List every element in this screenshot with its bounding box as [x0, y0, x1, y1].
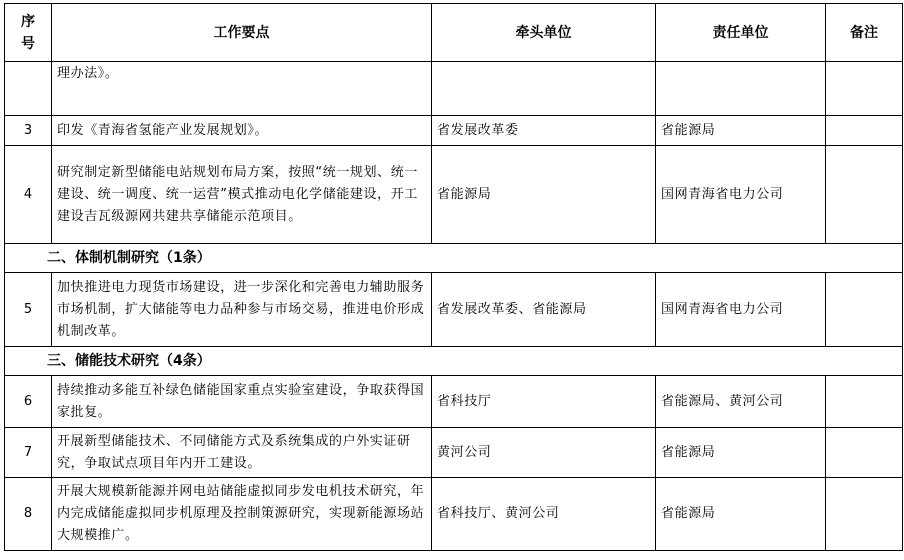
row-responsible-unit: 省能源局 [656, 478, 826, 551]
row-task: 理办法》。 [52, 62, 432, 116]
row-responsible-unit: 省能源局、黄河公司 [656, 376, 826, 428]
table-row [5, 62, 903, 116]
row-task: 印发《青海省氢能产业发展规划》。 [52, 116, 432, 146]
row-note [826, 273, 903, 347]
row-note [826, 62, 903, 116]
row-responsible-unit: 国网青海省电力公司 [656, 146, 826, 244]
row-lead-unit: 省科技厅、黄河公司 [432, 478, 656, 551]
row-seq: 8 [5, 478, 52, 551]
header-row [5, 4, 903, 62]
row-note [826, 478, 903, 551]
row-note [826, 116, 903, 146]
row-responsible-unit: 省能源局 [656, 428, 826, 478]
section-row [5, 347, 903, 376]
table-row [5, 376, 903, 428]
row-seq: 7 [5, 428, 52, 478]
row-seq: 4 [5, 146, 52, 244]
section-title: 二、体制机制研究（1条） [5, 244, 903, 273]
row-lead-unit: 省科技厅 [432, 376, 656, 428]
header-task: 工作要点 [52, 4, 432, 62]
row-lead-unit: 省发展改革委、省能源局 [432, 273, 656, 347]
table-row [5, 146, 903, 244]
row-note [826, 428, 903, 478]
row-task: 开展大规模新能源并网电站储能虚拟同步发电机技术研究，年内完成储能虚拟同步机原理及控制策源研究，实现新能源场站大规模推广。 [52, 478, 432, 551]
row-note [826, 376, 903, 428]
task-table [4, 3, 903, 551]
header-seq [5, 4, 52, 62]
table-row [5, 273, 903, 347]
table-row [5, 478, 903, 551]
row-responsible-unit: 国网青海省电力公司 [656, 273, 826, 347]
row-note [826, 146, 903, 244]
row-task: 研究制定新型储能电站规划布局方案，按照“统一规划、统一建设、统一调度、统一运营”模式推动电化学储能建设，开工建设吉瓦级源网共建共享储能示范项目。 [52, 146, 432, 244]
row-lead-unit: 省能源局 [432, 146, 656, 244]
table-row [5, 116, 903, 146]
header-responsible-unit: 责任单位 [656, 4, 826, 62]
row-task: 加快推进电力现货市场建设，进一步深化和完善电力辅助服务市场机制，扩大储能等电力品种参与市场交易，推进电价形成机制改革。 [52, 273, 432, 347]
row-lead-unit: 省发展改革委 [432, 116, 656, 146]
row-seq: 6 [5, 376, 52, 428]
section-title: 三、储能技术研究（4条） [5, 347, 903, 376]
header-note: 备注 [826, 4, 903, 62]
row-lead-unit [432, 62, 656, 116]
row-responsible-unit: 省能源局 [656, 116, 826, 146]
row-seq: 3 [5, 116, 52, 146]
row-task: 开展新型储能技术、不同储能方式及系统集成的户外实证研究，争取试点项目年内开工建设。 [52, 428, 432, 478]
row-responsible-unit [656, 62, 826, 116]
header-seq-line2: 号 [21, 35, 35, 52]
row-seq: 5 [5, 273, 52, 347]
row-lead-unit: 黄河公司 [432, 428, 656, 478]
header-seq-line1: 序 [21, 13, 35, 30]
row-task: 持续推动多能互补绿色储能国家重点实验室建设，争取获得国家批复。 [52, 376, 432, 428]
table-row [5, 428, 903, 478]
section-row [5, 244, 903, 273]
row-seq [5, 62, 52, 116]
header-lead-unit: 牵头单位 [432, 4, 656, 62]
